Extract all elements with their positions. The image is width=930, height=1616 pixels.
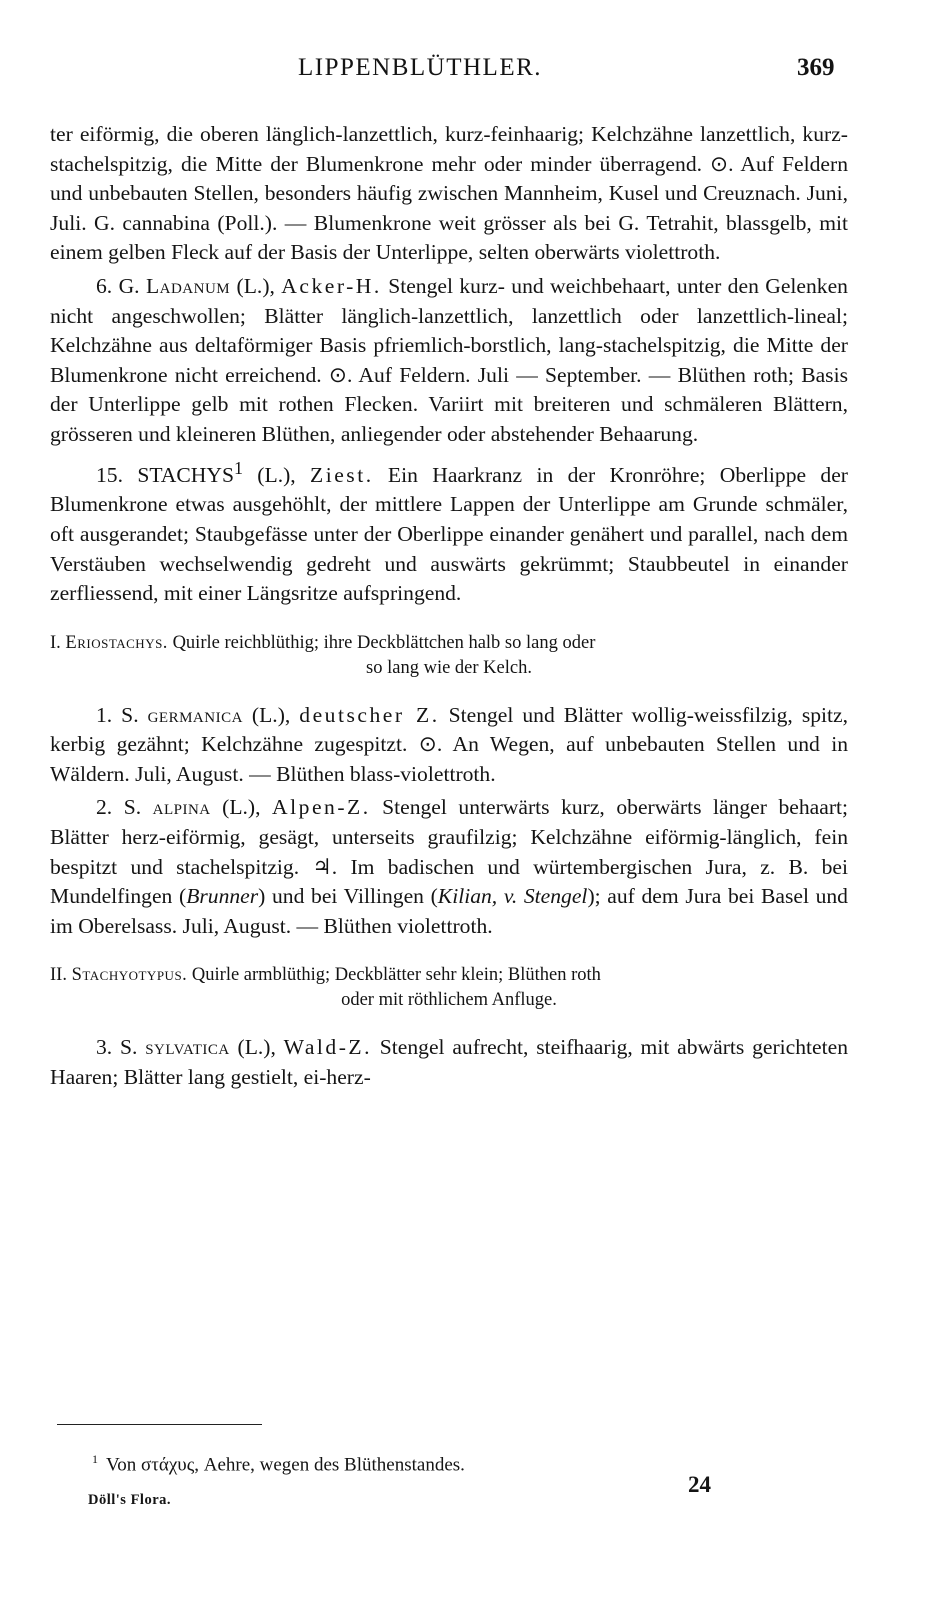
author: (L.), bbox=[242, 702, 300, 727]
species-entry-germanica bbox=[50, 701, 848, 790]
description: Stengel aufrecht, steifhaarig, mit abwärts gerichteten Haaren; Blätter lang gestielt, ei-herz- bbox=[50, 1035, 849, 1090]
signature-mark: Döll's Flora. bbox=[88, 1492, 172, 1508]
common-name: deutscher Z. bbox=[299, 702, 440, 727]
description: Ein Haarkranz in der Kronröhre; Oberlippe der Blumenkrone etwas ausgehöhlt, der mittlere Lappen der Unterlippe am Grunde schmäler, oft ausgerandet; Staubgefässe unter der Oberlippe einander genähert und parallel, nach dem Verstäuben wechselwendig gedreht und auswärts gekrümmt; Staubbeutel in einander zerfliessend, mit einer Längsritze aufspringend. bbox=[50, 462, 848, 606]
author: (L.), bbox=[242, 462, 311, 487]
description-part-1: Stengel unterwärts kurz, oberwärts länger behaart; Blätter herz-eiförmig, gesägt, unterseits graufilzig; Kelchzähne eiförmig-länglich, fein bespitzt und stachelspitzig. ♃. Im badischen und würtembergischen Jura, z. B. bei Mundelfingen ( bbox=[50, 795, 849, 909]
section-text: Quirle armblüthig; Deckblätter sehr klein; Blüthen roth bbox=[187, 965, 601, 986]
author: (L.), bbox=[230, 273, 282, 298]
section-name: Stachyotypus. bbox=[71, 965, 188, 986]
author: (L.), bbox=[229, 1035, 284, 1060]
common-name: Acker-H. bbox=[281, 273, 382, 298]
running-title: LIPPENBLÜTHLER. bbox=[298, 54, 543, 81]
paragraph-continuation: ter eiförmig, die oberen länglich-lanzettlich, kurz-feinhaarig; Kelchzähne lanzettlich, kurz-stachelspitzig, die Mitte der Blumenkrone mehr oder minder überragend. ⊙. Auf Feldern und unbebauten Stellen, besonders häufig zwischen Mannheim, Kusel und Creuznach. Juni, Juli. G. cannabina (Poll.). — Blumenkrone weit grösser als bei G. Tetrahit, blassgelb, mit einem gelben Fleck auf der Basis der Unterlippe, selten oberwärts violettroth. bbox=[50, 122, 848, 265]
section-label: II. bbox=[50, 965, 72, 986]
collector-names: Kilian, v. Stengel bbox=[437, 884, 588, 909]
section-label: I. bbox=[50, 632, 66, 653]
collector-name: Brunner bbox=[186, 884, 259, 909]
species-name: germanica bbox=[147, 702, 243, 727]
section-heading-eriostachys bbox=[50, 631, 848, 681]
main-text bbox=[50, 120, 848, 1093]
species-entry-ladanum bbox=[50, 272, 848, 450]
entry-number: 1. S. bbox=[96, 702, 148, 727]
entry-number: 6. G. bbox=[96, 273, 146, 298]
species-name: Ladanum bbox=[145, 273, 231, 298]
species-name: alpina bbox=[152, 795, 211, 820]
footnote-text: Von στάχυς, Aehre, wegen des Blüthenstandes. bbox=[106, 1454, 465, 1476]
section-name: Eriostachys. bbox=[65, 632, 168, 653]
entry-number: 2. S. bbox=[96, 795, 153, 820]
footnote-ref: 1 bbox=[233, 457, 243, 478]
common-name: Ziest. bbox=[310, 462, 374, 487]
common-name: Alpen-Z. bbox=[272, 795, 371, 820]
page-number: 369 bbox=[797, 54, 835, 81]
description: Stengel und Blätter wollig-weissfilzig, spitz, kerbig gezähnt; Kelchzähne zugespitzt. ⊙. An Wegen, auf unbebauten Stellen und in Wäldern. Juli, August. — Blüthen blass-violettroth. bbox=[50, 702, 849, 786]
signature-number: 24 bbox=[688, 1472, 711, 1497]
genus-number: 15. STACHYS bbox=[96, 462, 234, 487]
species-entry-alpina bbox=[50, 793, 848, 941]
description-part-3: ); auf dem Jura bei Basel und im Oberelsass. Juli, August. — Blüthen violettroth. bbox=[50, 884, 848, 938]
section-text-continued: oder mit röthlichem Anfluge. bbox=[341, 990, 557, 1011]
footnote-marker: 1 bbox=[92, 1452, 98, 1466]
description: Stengel kurz- und weichbehaart, unter den Gelenken nicht angeschwollen; Blätter länglich-lanzettlich, lanzettlich oder lanzettlich-lineal; Kelchzähne aus deltaförmiger Basis pfriemlich-borstlich, lang-stachelspitzig, die Mitte der Blumenkrone nicht erreichend. ⊙. Auf Feldern. Juli — September. — Blüthen roth; Basis der Unterlippe gelb mit rothen Flecken. Variirt mit breiteren und schmäleren Blättern, grösseren und kleineren Blüthen, anliegender oder abstehender Behaarung. bbox=[50, 273, 848, 446]
common-name: Wald-Z. bbox=[283, 1035, 372, 1060]
section-text-continued: so lang wie der Kelch. bbox=[366, 657, 532, 678]
section-heading-stachyotypus bbox=[50, 963, 848, 1013]
page-header bbox=[0, 54, 930, 88]
section-text: Quirle reichblüthig; ihre Deckblättchen halb so lang oder bbox=[167, 632, 596, 653]
footnote bbox=[92, 1452, 465, 1476]
author: (L.), bbox=[210, 795, 273, 820]
footnote-rule bbox=[57, 1424, 262, 1425]
entry-number: 3. S. bbox=[96, 1035, 146, 1060]
species-name: sylvatica bbox=[145, 1035, 230, 1060]
genus-entry-stachys bbox=[50, 454, 848, 609]
species-entry-sylvatica bbox=[50, 1033, 848, 1092]
description-part-2: ) und bei Villingen ( bbox=[258, 884, 438, 909]
